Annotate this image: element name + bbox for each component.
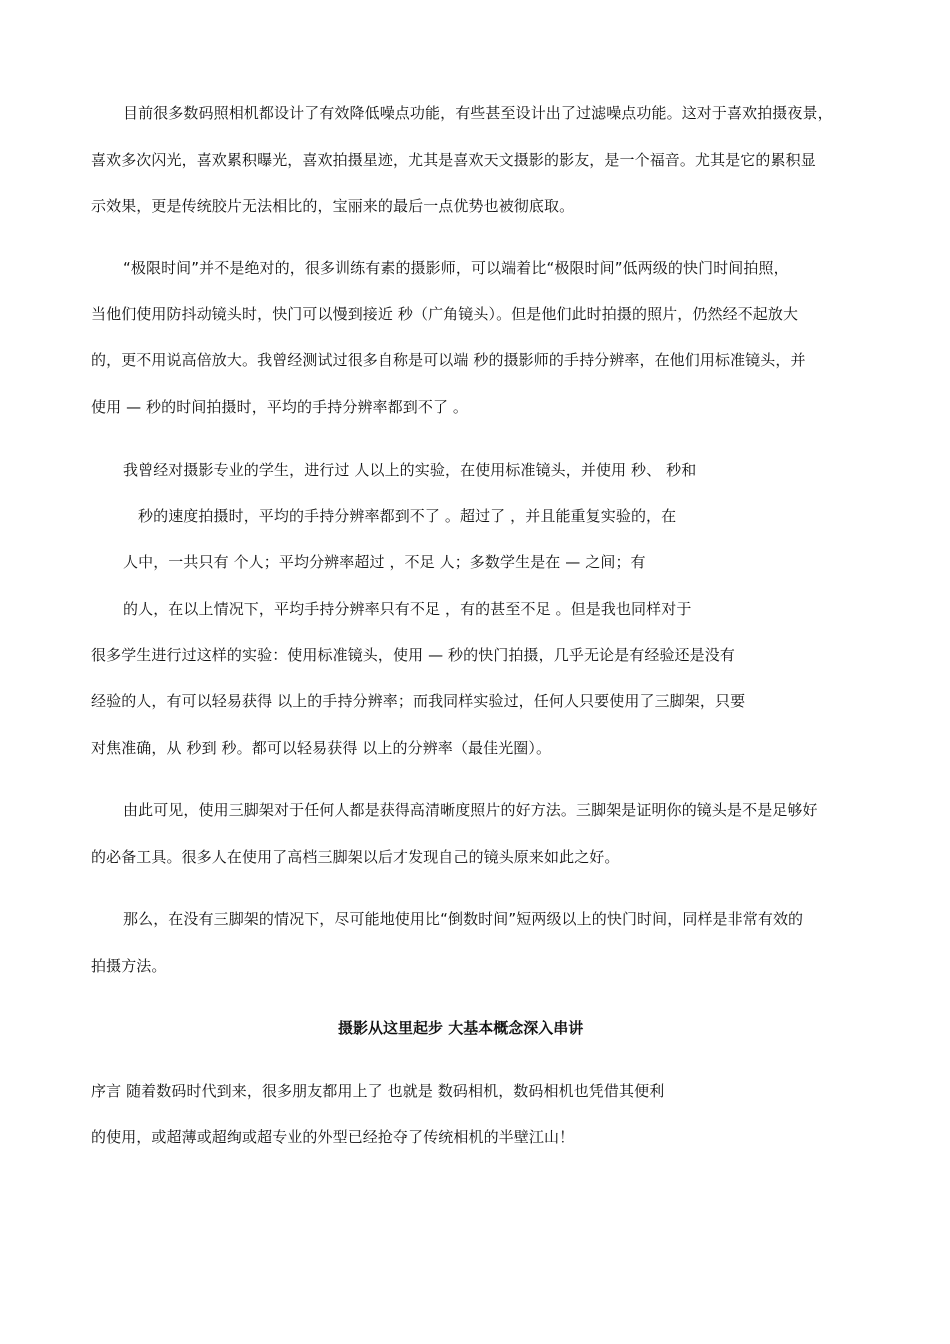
paragraph-4-line-1: 由此可见，使用三脚架对于任何人都是获得高清晰度照片的好方法。三脚架是证明你的镜头是不是足够好 — [123, 801, 818, 819]
paragraph-1-line-1: 目前很多数码照相机都设计了有效降低噪点功能，有些甚至设计出了过滤噪点功能。这对于喜欢拍摄夜景， — [123, 104, 833, 122]
paragraph-2-line-4: 使用 — 秒的时间拍摄时，平均的手持分辨率都到不了 。 — [91, 398, 469, 416]
paragraph-4-line-2: 的必备工具。很多人在使用了高档三脚架以后才发现自己的镜头原来如此之好。 — [91, 848, 620, 866]
paragraph-3-line-7: 对焦准确，从 秒到 秒。都可以轻易获得 以上的分辨率（最佳光圈）。 — [91, 739, 552, 757]
section-heading: 摄影从这里起步 大基本概念深入串讲 — [338, 1019, 584, 1037]
paragraph-3-line-2: 秒的速度拍摄时，平均的手持分辨率都到不了 。超过了 ，并且能重复实验的，在 — [138, 507, 677, 525]
paragraph-2-line-1: “极限时间”并不是绝对的，很多训练有素的摄影师，可以端着比“极限时间”低两级的快门时间拍照， — [123, 259, 789, 277]
paragraph-5-line-1: 那么，在没有三脚架的情况下，尽可能地使用比“倒数时间”短两级以上的快门时间，同样是非常有效的 — [123, 910, 804, 928]
paragraph-6-line-2: 的使用，或超薄或超绚或超专业的外型已经抢夺了传统相机的半壁江山！ — [91, 1128, 575, 1146]
paragraph-2-line-3: 的，更不用说高倍放大。我曾经测试过很多自称是可以端 秒的摄影师的手持分辨率，在他们用标准镜头，并 — [91, 351, 806, 369]
paragraph-1-line-3: 示效果，更是传统胶片无法相比的，宝丽来的最后一点优势也被彻底取。 — [91, 197, 575, 215]
paragraph-3-line-6: 经验的人，有可以轻易获得 以上的手持分辨率；而我同样实验过，任何人只要使用了三脚架，只要 — [91, 692, 746, 710]
paragraph-3-line-4: 的人，在以上情况下，平均手持分辨率只有不足 ，有的甚至不足 。但是我也同样对于 — [123, 600, 692, 618]
paragraph-3-line-3: 人中，一共只有 个人；平均分辨率超过 ，不足 人；多数学生是在 — 之间；有 — [123, 553, 646, 571]
paragraph-6-line-1: 序言 随着数码时代到来，很多朋友都用上了 也就是 数码相机，数码相机也凭借其便利 — [91, 1082, 665, 1100]
paragraph-3-line-1: 我曾经对摄影专业的学生，进行过 人以上的实验，在使用标准镜头，并使用 秒、 秒和 — [123, 461, 697, 479]
paragraph-5-line-2: 拍摄方法。 — [91, 957, 167, 975]
paragraph-3-line-5: 很多学生进行过这样的实验：使用标准镜头，使用 — 秒的快门拍摄，几乎无论是有经验还是没有 — [91, 646, 735, 664]
paragraph-2-line-2: 当他们使用防抖动镜头时，快门可以慢到接近 秒（广角镜头）。但是他们此时拍摄的照片，仍然经不起放大 — [91, 305, 799, 323]
paragraph-1-line-2: 喜欢多次闪光，喜欢累积曝光，喜欢拍摄星迹，尤其是喜欢天文摄影的影友，是一个福音。尤其是它的累积显 — [91, 151, 816, 169]
